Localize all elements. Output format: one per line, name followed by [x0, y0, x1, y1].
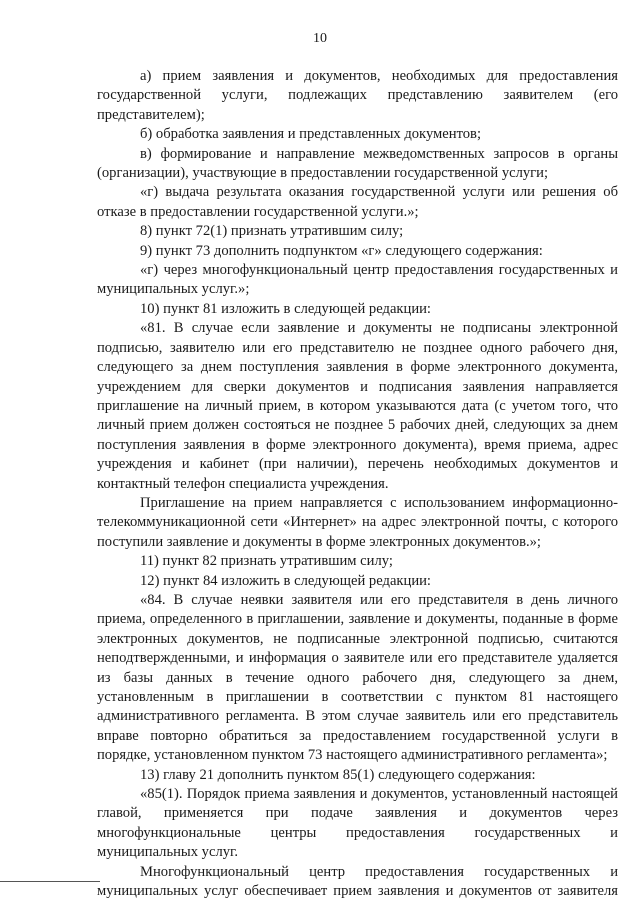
- paragraph-point-8: 8) пункт 72(1) признать утратившим силу;: [140, 223, 404, 240]
- paragraph-subitem-g: «г) через многофункциональный центр предоставления государственных и муниципальных услуг.»;: [97, 262, 618, 298]
- paragraph-point-10: 10) пункт 81 изложить в следующей редакции:: [140, 300, 431, 317]
- paragraph-clause-81: «81. В случае если заявление и документы не подписаны электронной подписью, заявителю или его представителю не позднее одного рабочего дня, следующего за днем поступления заявления в форме электронного документа, учреждением для сверки документов и подписания заявления направляется приглашение на личный прием, в котором указываются дата (с учетом того, что личный прием должен состояться не позднее 5 рабочих дней, следующих за днем поступления заявления в форме электронного документа), время приема, адрес учреждения и кабинет (при наличии), перечень необходимых документов и контактный телефон специалиста учреждения.: [97, 320, 618, 492]
- paragraph-clause-85-1: «85(1). Порядок приема заявления и документов, установленный настоящей главой, применяется при подаче заявления и документов через многофункциональные центры предоставления государственных и муниципальных услуг.: [97, 786, 618, 861]
- paragraph-invitation: Приглашение на прием направляется с использованием информационно-телекоммуникационной сети «Интернет» на адрес электронной почты, с которого поступили заявление и документы в форме электронных документов.»;: [97, 494, 618, 550]
- paragraph-item-g: «г) выдача результата оказания государственной услуги или решения об отказе в предоставлении государственной услуги.»;: [97, 184, 618, 220]
- paragraph-item-v: в) формирование и направление межведомственных запросов в органы (организации), участвующие в предоставлении государственной услуги;: [97, 145, 618, 182]
- paragraph-point-11: 11) пункт 82 признать утратившим силу;: [140, 553, 393, 570]
- footer-divider: [0, 881, 100, 882]
- paragraph-point-13: 13) главу 21 дополнить пунктом 85(1) следующего содержания:: [140, 766, 536, 783]
- paragraph-point-12: 12) пункт 84 изложить в следующей редакции:: [140, 572, 431, 589]
- paragraph-item-a: а) прием заявления и документов, необходимых для предоставления государственной услуги, подлежащих представлению заявителем (его представителем);: [97, 68, 618, 123]
- paragraph-clause-84: «84. В случае неявки заявителя или его представителя в день личного приема, определенного в приглашении, заявление и документы, поданные в форме электронных документов, не подписанные электронной подписью, считаются неподтвержденными, и информация о заявителе или его представителе удаляется из базы данных в течение одного рабочего дня, следующего за днем, установленным в приглашении в соответствии с пунктом 81 настоящего административного регламента. В этом случае заявитель или его представитель вправе повторно обратиться за предоставлением государственной услуги в порядке, установленном пунктом 73 настоящего административного регламента»;: [97, 591, 618, 764]
- page-number: 10: [313, 31, 327, 46]
- paragraph-mfc: Многофункциональный центр предоставления государственных и муниципальных услуг обеспечивает прием заявления и документов от заявителя: [97, 863, 618, 900]
- paragraph-item-b: б) обработка заявления и представленных документов;: [140, 126, 482, 143]
- paragraph-point-9: 9) пункт 73 дополнить подпунктом «г» следующего содержания:: [140, 242, 543, 259]
- document-body: [97, 67, 618, 901]
